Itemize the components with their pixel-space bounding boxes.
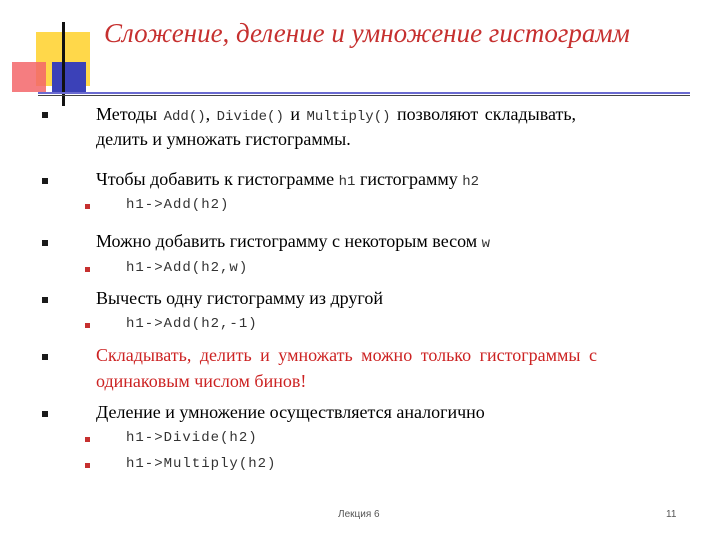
sub-bullet-6b [85, 463, 90, 468]
code-w: w [481, 236, 491, 252]
bullet-6 [42, 411, 48, 417]
title-underline-shadow [38, 95, 690, 96]
item-2-text-b: гистограмму [355, 169, 463, 189]
title-underline [38, 92, 690, 94]
item-3-line [96, 230, 490, 255]
page-number: 11 [666, 509, 677, 520]
sub-bullet-3 [85, 267, 90, 272]
decoration-red-square [12, 62, 46, 92]
item-1-text-a: Методы [96, 104, 164, 124]
item-6-line: Деление и умножение осуществляется аналогично [96, 402, 485, 422]
code-h1: h1 [338, 174, 356, 190]
code-divide-h2: h1->Divide(h2) [126, 430, 258, 446]
code-add-h2: h1->Add(h2) [126, 197, 230, 213]
item-4-line: Вычесть одну гистограмму из другой [96, 288, 383, 308]
footer-lecture: Лекция 6 [338, 509, 380, 520]
bullet-5 [42, 354, 48, 360]
item-1-line-2: делить и умножать гистограммы. [96, 129, 351, 149]
code-multiply-h2: h1->Multiply(h2) [126, 456, 277, 472]
method-add: Add() [163, 109, 206, 125]
bullet-3 [42, 240, 48, 246]
item-2-text-a: Чтобы добавить к гистограмме [96, 169, 339, 189]
item-1-text-b: , [205, 104, 217, 124]
method-multiply: Multiply() [306, 109, 391, 125]
bullet-4 [42, 297, 48, 303]
code-add-h2-minus-1: h1->Add(h2,-1) [126, 316, 258, 332]
sub-bullet-4 [85, 323, 90, 328]
code-h2: h2 [462, 174, 480, 190]
slide-title: Сложение, деление и умножение гистограмм [104, 18, 630, 48]
method-divide: Divide() [216, 109, 284, 125]
decoration-blue-square [52, 62, 86, 92]
item-3-text: Можно добавить гистограмму с некоторым весом [96, 231, 482, 251]
warning-line-1: Складывать, делить и умножать можно только гистограммы с [96, 345, 597, 365]
sub-bullet-6a [85, 437, 90, 442]
bullet-2 [42, 178, 48, 184]
item-1-text-d: позволяют складывать, [390, 104, 577, 124]
item-2-line [96, 168, 479, 193]
sub-bullet-2 [85, 204, 90, 209]
code-add-h2-w: h1->Add(h2,w) [126, 260, 249, 276]
item-1-line-1 [96, 103, 576, 128]
bullet-1 [42, 112, 48, 118]
warning-line-2: одинаковым числом бинов! [96, 371, 307, 391]
item-1-text-c: и [283, 104, 307, 124]
